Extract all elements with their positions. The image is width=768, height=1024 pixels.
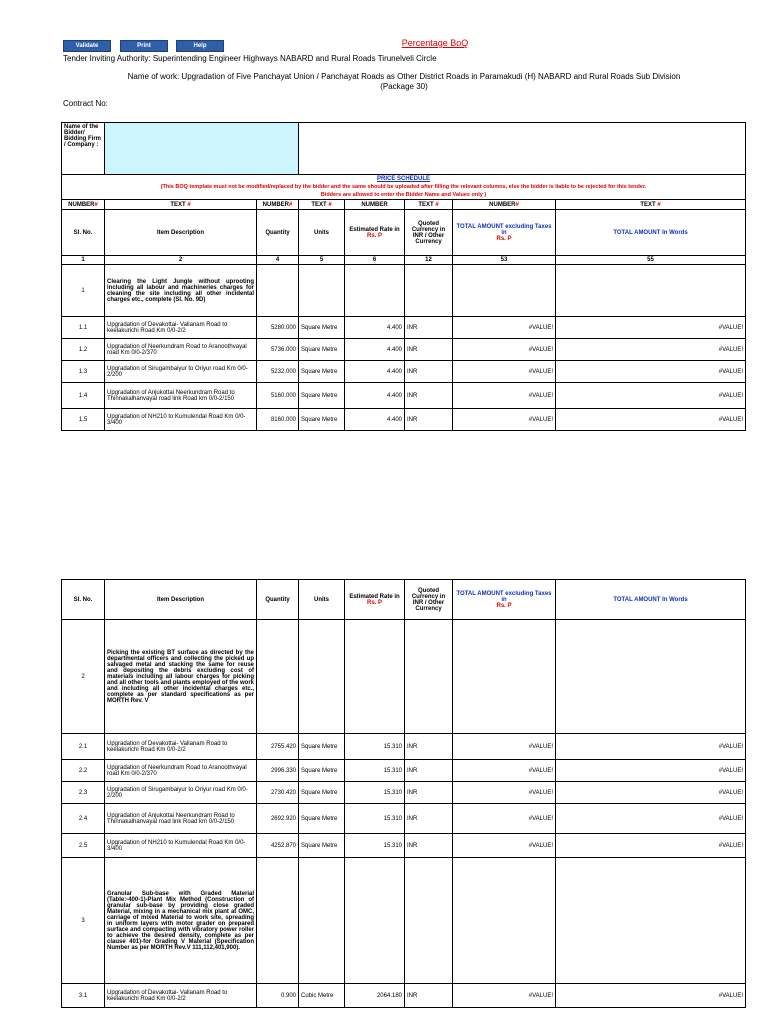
header-qty: Quantity [257, 210, 299, 256]
cell-desc: Upgradation of Devakottai- Vallanam Road to keelakurichi Road Km 0/0-2/2 [105, 317, 257, 339]
contract-no-label: Contract No: [63, 99, 108, 108]
cell-rate: 15.310 [345, 834, 405, 858]
header-rate: Estimated Rate in Rs. P [345, 580, 405, 620]
col-number: 1 [62, 256, 105, 265]
col-number: 53 [453, 256, 556, 265]
type-row [62, 200, 746, 210]
cell-unit: Square Metre [299, 760, 345, 782]
cell-unit: Square Metre [299, 782, 345, 804]
cell-words: #VALUE! [556, 734, 746, 760]
cell-total: #VALUE! [453, 409, 556, 431]
table-row [62, 620, 746, 734]
cell-rate: 15.310 [345, 782, 405, 804]
cell-total: #VALUE! [453, 317, 556, 339]
type-cell: TEXT # [405, 200, 453, 210]
cell-desc: Upgradation of Devakottai- Vallanam Road to keelakurichi Road Km 0/0-2/2 [105, 984, 257, 1008]
type-cell: NUMBER [345, 200, 405, 210]
notice-line-1: (This BOQ template must not be modified/replaced by the bidder and the same should be uploaded after filling the relevant columns, else the bidder is liable to be rejected for this tender. [62, 183, 746, 191]
cell-words: #VALUE! [556, 804, 746, 834]
cell-qty: 2755.420 [257, 734, 299, 760]
column-number-row [62, 256, 746, 265]
cell-total: #VALUE! [453, 734, 556, 760]
header-desc: Item Description [105, 580, 257, 620]
cell-unit: Square Metre [299, 734, 345, 760]
cell-sl: 1 [62, 265, 105, 317]
cell-unit: Square Metre [299, 339, 345, 361]
header-words: TOTAL AMOUNT In Words [556, 210, 746, 256]
cell-words: #VALUE! [556, 409, 746, 431]
header-sl: Sl. No. [62, 580, 105, 620]
cell-sl: 2.1 [62, 734, 105, 760]
header-row [62, 210, 746, 256]
cell-currency[interactable]: INR [405, 804, 453, 834]
cell-sl: 1.3 [62, 361, 105, 383]
header-rate: Estimated Rate in Rs. P [345, 210, 405, 256]
cell-qty: 2996.330 [257, 760, 299, 782]
cell-rate: 4.400 [345, 361, 405, 383]
header-row [62, 580, 746, 620]
type-cell: TEXT # [105, 200, 257, 210]
cell-desc: Upgradation of NH210 to Kumulendal Road Km 0/0-3/400 [105, 409, 257, 431]
cell-rate: 2064.180 [345, 984, 405, 1008]
cell-sl: 3.1 [62, 984, 105, 1008]
cell-unit: Square Metre [299, 317, 345, 339]
table-row [62, 834, 746, 858]
cell-sl: 1.5 [62, 409, 105, 431]
cell-total: #VALUE! [453, 804, 556, 834]
boq-table-1 [61, 122, 746, 431]
col-number: 2 [105, 256, 257, 265]
cell-unit: Square Metre [299, 834, 345, 858]
cell-sl: 2 [62, 620, 105, 734]
cell-total: #VALUE! [453, 339, 556, 361]
cell-sl: 1.4 [62, 383, 105, 409]
cell-sl: 3 [62, 858, 105, 984]
cell-qty: 0.900 [257, 984, 299, 1008]
cell-qty: 4252.870 [257, 834, 299, 858]
bidder-row [62, 123, 746, 175]
price-schedule-heading: PRICE SCHEDULE [62, 175, 746, 184]
type-cell: NUMBER# [257, 200, 299, 210]
cell-unit: Cubic Metre [299, 984, 345, 1008]
type-cell: NUMBER# [62, 200, 105, 210]
table-row [62, 383, 746, 409]
cell-rate: 4.400 [345, 339, 405, 361]
cell-desc: Upgradation of Devakottai- Vallanam Road to keelakurichi Road Km 0/0-2/2 [105, 734, 257, 760]
name-of-work: Name of work: Upgradation of Five Panchayat Union / Panchayat Roads as Other District Roads in Paramakudi (H) NABARD and Rural Roads Sub Division [127, 72, 681, 81]
cell-words: #VALUE! [556, 760, 746, 782]
cell-desc: Upgradation of NH210 to Kumulendal Road Km 0/0-3/400 [105, 834, 257, 858]
cell-qty: 5280.000 [257, 317, 299, 339]
cell-qty: 8160.000 [257, 409, 299, 431]
cell-currency[interactable]: INR [405, 383, 453, 409]
cell-total: #VALUE! [453, 760, 556, 782]
boq-table-2 [61, 579, 746, 1008]
document-title: Percentage BoQ [401, 38, 469, 48]
cell-desc: Upgradation of Sirugambaiyur to Oriyur road Km 0/0-2/200 [105, 782, 257, 804]
header-quoted: Quoted Currency in INR / Other Currency [405, 580, 453, 620]
cell-currency[interactable]: INR [405, 760, 453, 782]
type-cell: TEXT # [299, 200, 345, 210]
cell-desc: Upgradation of Anjukottai Neerkundram Road to Thinnakalhanvayal road link Road km 0/0-2/150 [105, 383, 257, 409]
cell-words: #VALUE! [556, 339, 746, 361]
cell-sl: 2.3 [62, 782, 105, 804]
cell-words: #VALUE! [556, 984, 746, 1008]
header-total: TOTAL AMOUNT excluding Taxes in Rs. P [453, 580, 556, 620]
col-number: 5 [299, 256, 345, 265]
table-row [62, 734, 746, 760]
cell-total: #VALUE! [453, 383, 556, 409]
col-number: 6 [345, 256, 405, 265]
cell-desc: Upgradation of Neerkundram Road to Aranoothvayal road Km 0/0-2/370 [105, 339, 257, 361]
cell-sl: 2.5 [62, 834, 105, 858]
table-row [62, 317, 746, 339]
cell-rate: 4.400 [345, 317, 405, 339]
tender-authority: Tender Inviting Authority: Superintending Engineer Highways NABARD and Rural Roads Tirunelveli Circle [63, 54, 437, 63]
help-button[interactable]: Help [176, 40, 224, 52]
package-number: (Package 30) [380, 82, 428, 91]
cell-words: #VALUE! [556, 782, 746, 804]
table-row [62, 361, 746, 383]
cell-sl: 2.4 [62, 804, 105, 834]
cell-unit: Square Metre [299, 804, 345, 834]
cell-rate: 15.310 [345, 804, 405, 834]
cell-sl: 1.1 [62, 317, 105, 339]
table-row [62, 339, 746, 361]
type-cell: TEXT # [556, 200, 746, 210]
cell-rate: 4.400 [345, 383, 405, 409]
table-row [62, 804, 746, 834]
cell-currency[interactable]: INR [405, 317, 453, 339]
cell-qty: 2730.420 [257, 782, 299, 804]
bidder-label: Name of the Bidder/ Bidding Firm / Company : [62, 123, 105, 175]
cell-desc: Picking the existing BT surface as directed by the departmental officers and collecting the picked up salvaged metal and stacking the same for reuse and depositing the debris excluding cost of materials including all labour charges for picking and all other tools and plants employed of the work and including all other incidental charges etc., complete as per standard specifications as per MORTH Rev. V [105, 620, 257, 734]
table-row [62, 858, 746, 984]
header-qty: Quantity [257, 580, 299, 620]
cell-total: #VALUE! [453, 984, 556, 1008]
cell-desc: Upgradation of Sirugambaiyur to Oriyur road Km 0/0-2/200 [105, 361, 257, 383]
cell-unit: Square Metre [299, 409, 345, 431]
validate-button[interactable]: Validate [63, 40, 111, 52]
table-row [62, 409, 746, 431]
cell-currency[interactable]: INR [405, 361, 453, 383]
cell-total: #VALUE! [453, 361, 556, 383]
cell-words: #VALUE! [556, 361, 746, 383]
col-number: 12 [405, 256, 453, 265]
cell-qty: 5736.000 [257, 339, 299, 361]
cell-rate: 15.310 [345, 760, 405, 782]
cell-qty: 5160.000 [257, 383, 299, 409]
cell-desc: Clearing the Light Jungle without uprooting including all labour and machineries charges for cleaning the site including all other incidental charges etc., complete (Sl. No. 9D) [105, 265, 257, 317]
header-words: TOTAL AMOUNT In Words [556, 580, 746, 620]
cell-words: #VALUE! [556, 383, 746, 409]
cell-currency[interactable]: INR [405, 782, 453, 804]
header-sl: Sl. No. [62, 210, 105, 256]
cell-words: #VALUE! [556, 317, 746, 339]
cell-sl: 1.2 [62, 339, 105, 361]
cell-currency[interactable]: INR [405, 734, 453, 760]
cell-words: #VALUE! [556, 834, 746, 858]
cell-unit: Square Metre [299, 361, 345, 383]
cell-rate: 15.310 [345, 734, 405, 760]
cell-rate: 4.400 [345, 409, 405, 431]
cell-currency[interactable]: INR [405, 339, 453, 361]
type-cell: NUMBER# [453, 200, 556, 210]
table-row [62, 760, 746, 782]
bidder-name-input[interactable] [105, 123, 299, 175]
notice-line-2: Bidders are allowed to enter the Bidder Name and Values only ) [62, 191, 746, 200]
cell-total: #VALUE! [453, 834, 556, 858]
col-number: 4 [257, 256, 299, 265]
cell-qty: 5232.000 [257, 361, 299, 383]
col-number: 55 [556, 256, 746, 265]
header-quoted: Quoted Currency in INR / Other Currency [405, 210, 453, 256]
cell-currency[interactable]: INR [405, 984, 453, 1008]
print-button[interactable]: Print [120, 40, 168, 52]
header-total: TOTAL AMOUNT excluding Taxes in Rs. P [453, 210, 556, 256]
table-row [62, 984, 746, 1008]
cell-desc: Upgradation of Anjukottai Neerkundram Road to Thinnakalhanvayal road link Road km 0/0-2/150 [105, 804, 257, 834]
header-desc: Item Description [105, 210, 257, 256]
header-units: Units [299, 210, 345, 256]
cell-currency[interactable]: INR [405, 409, 453, 431]
cell-sl: 2.2 [62, 760, 105, 782]
table-row [62, 782, 746, 804]
header-units: Units [299, 580, 345, 620]
cell-desc: Upgradation of Neerkundram Road to Aranoothvayal road Km 0/0-2/370 [105, 760, 257, 782]
cell-total: #VALUE! [453, 782, 556, 804]
cell-qty: 2692.920 [257, 804, 299, 834]
cell-desc: Granular Sub-base with Graded Material (Table:-400-1)-Plant Mix Method (Construction of granular sub-base by providing close graded Material, mixing in a mechanical mix plant at OMC, carriage of mixed Material to work site, spreading in uniform layers with motor grader on prepared surface and compacting with vibratory power roller to achieve the desired density, complete as per clause 401)-for Grading V Material (Specification Number as per MORTH Rev.V 111,112,401,900). [105, 858, 257, 984]
cell-unit: Square Metre [299, 383, 345, 409]
table-row [62, 265, 746, 317]
cell-currency[interactable]: INR [405, 834, 453, 858]
